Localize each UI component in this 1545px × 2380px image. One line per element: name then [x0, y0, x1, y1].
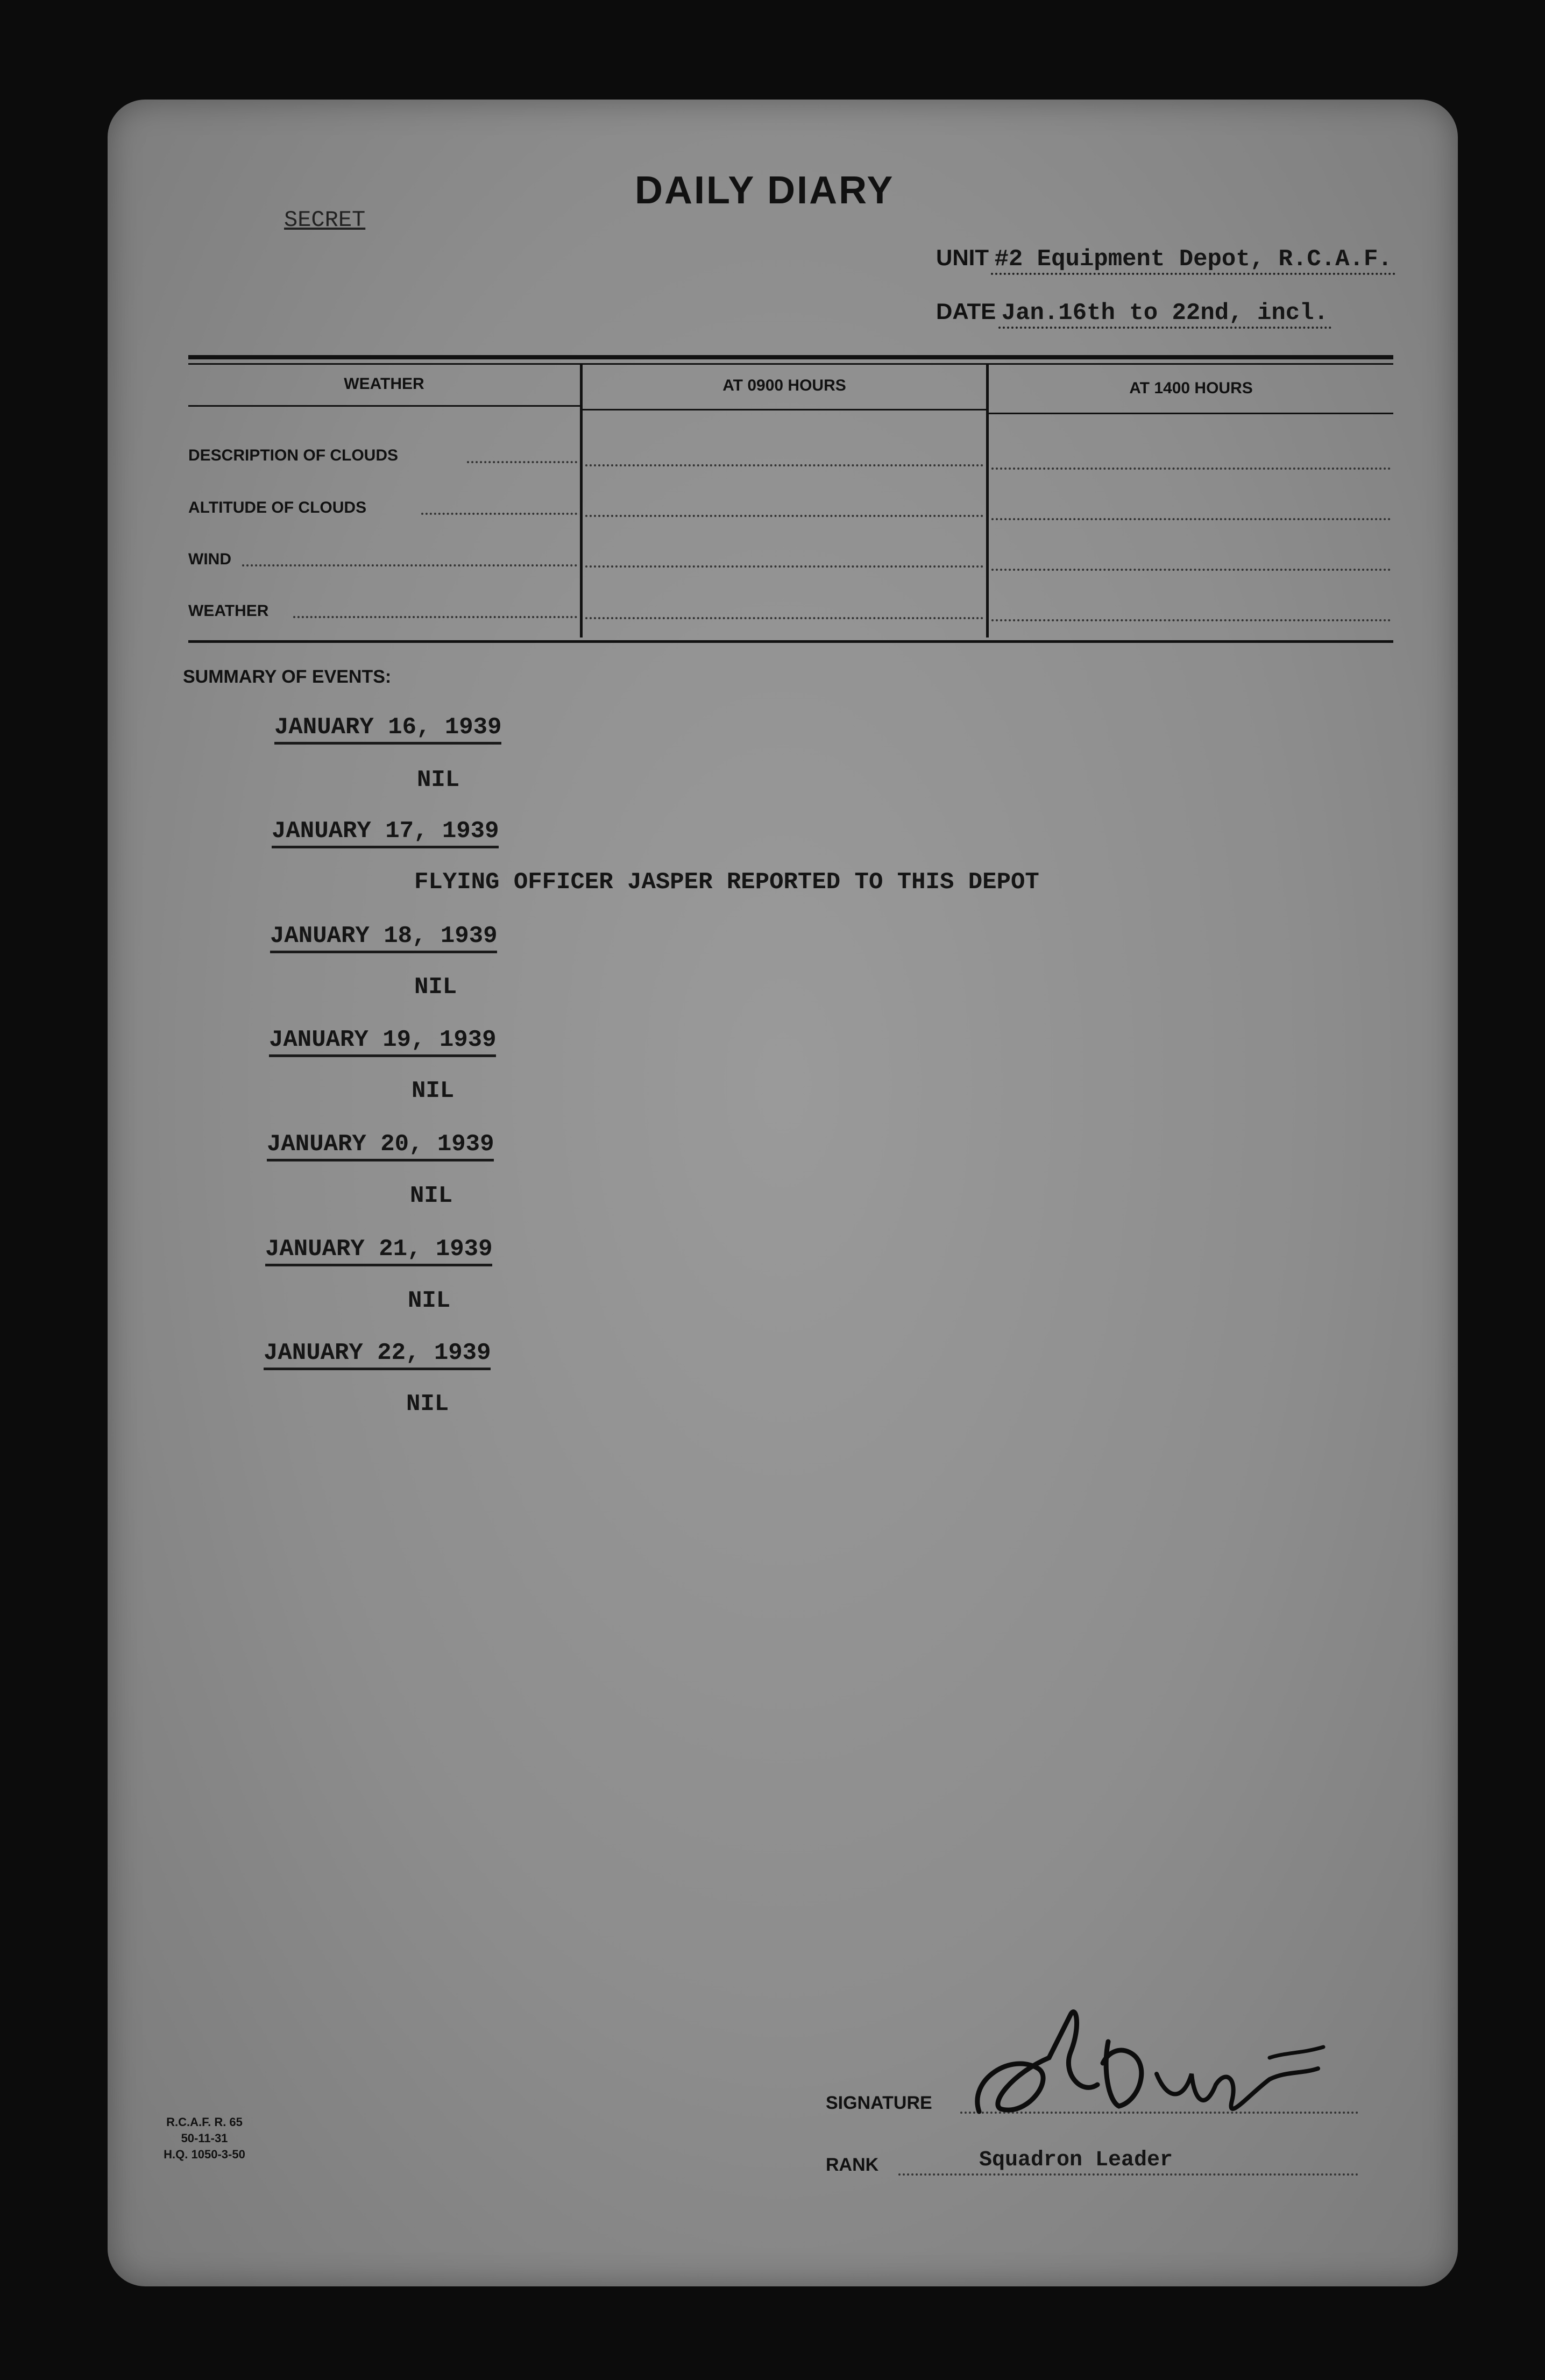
date-label: DATE — [936, 299, 996, 324]
table-bottom-rule — [188, 640, 1393, 643]
entry-text: NIL — [408, 1287, 451, 1314]
unit-line — [936, 245, 1395, 273]
row-dotline — [467, 461, 577, 463]
form-code-line: 50-11-31 — [181, 2131, 228, 2145]
entry-date: JANUARY 18, 1939 — [270, 923, 497, 953]
entry-text: FLYING OFFICER JASPER REPORTED TO THIS DEPOT — [414, 869, 1039, 896]
rank-label: RANK — [826, 2155, 879, 2175]
cell-dotline — [585, 565, 983, 568]
table-divider — [986, 363, 989, 638]
unit-label: UNIT — [936, 245, 989, 270]
col-header-weather: WEATHER — [344, 375, 424, 393]
header-underline — [989, 413, 1393, 414]
date-line — [936, 299, 1331, 327]
row-label-description-of-clouds: DESCRIPTION OF CLOUDS — [188, 447, 399, 464]
cell-dotline — [585, 464, 983, 466]
table-divider — [580, 363, 583, 638]
classification-stamp: SECRET — [284, 207, 366, 233]
cell-dotline — [585, 617, 983, 619]
entry-date: JANUARY 21, 1939 — [265, 1236, 492, 1266]
form-code — [140, 2114, 269, 2163]
signature-label: SIGNATURE — [826, 2093, 932, 2113]
entry-text: NIL — [412, 1078, 455, 1104]
entry-date: JANUARY 20, 1939 — [267, 1131, 494, 1161]
entry-text: NIL — [410, 1182, 453, 1209]
rank-line — [898, 2173, 1358, 2176]
row-dotline — [421, 513, 577, 515]
cell-dotline — [991, 619, 1391, 621]
cell-dotline — [991, 468, 1391, 470]
date-value: Jan.16th to 22nd, incl. — [998, 300, 1331, 329]
handwritten-signature — [947, 1993, 1334, 2133]
cell-dotline — [585, 515, 983, 517]
entry-date: JANUARY 19, 1939 — [269, 1026, 496, 1057]
page-title: DAILY DIARY — [635, 169, 895, 212]
entry-text: NIL — [406, 1391, 449, 1418]
diary-page — [108, 100, 1458, 2286]
col-header-1400: AT 1400 HOURS — [1129, 379, 1253, 397]
header-underline — [583, 409, 986, 410]
col-header-0900: AT 0900 HOURS — [722, 377, 846, 394]
rank-value: Squadron Leader — [979, 2148, 1173, 2172]
cell-dotline — [991, 518, 1391, 520]
entry-date: JANUARY 17, 1939 — [272, 818, 499, 848]
row-label-altitude-of-clouds: ALTITUDE OF CLOUDS — [188, 499, 367, 516]
entry-date: JANUARY 22, 1939 — [264, 1340, 491, 1370]
row-label-wind: WIND — [188, 550, 231, 568]
row-dotline — [293, 616, 577, 618]
unit-value: #2 Equipment Depot, R.C.A.F. — [991, 246, 1395, 275]
summary-heading: SUMMARY OF EVENTS: — [183, 667, 392, 687]
row-label-weather: WEATHER — [188, 602, 269, 620]
form-code-line: R.C.A.F. R. 65 — [166, 2115, 243, 2129]
header-underline — [188, 405, 580, 407]
table-top-rule — [188, 355, 1393, 359]
entry-text: NIL — [414, 974, 457, 1001]
form-code-line: H.Q. 1050-3-50 — [164, 2148, 245, 2161]
entry-date: JANUARY 16, 1939 — [274, 714, 501, 745]
table-top-rule-thin — [188, 363, 1393, 365]
cell-dotline — [991, 569, 1391, 571]
row-dotline — [242, 564, 577, 566]
entry-text: NIL — [417, 767, 460, 794]
